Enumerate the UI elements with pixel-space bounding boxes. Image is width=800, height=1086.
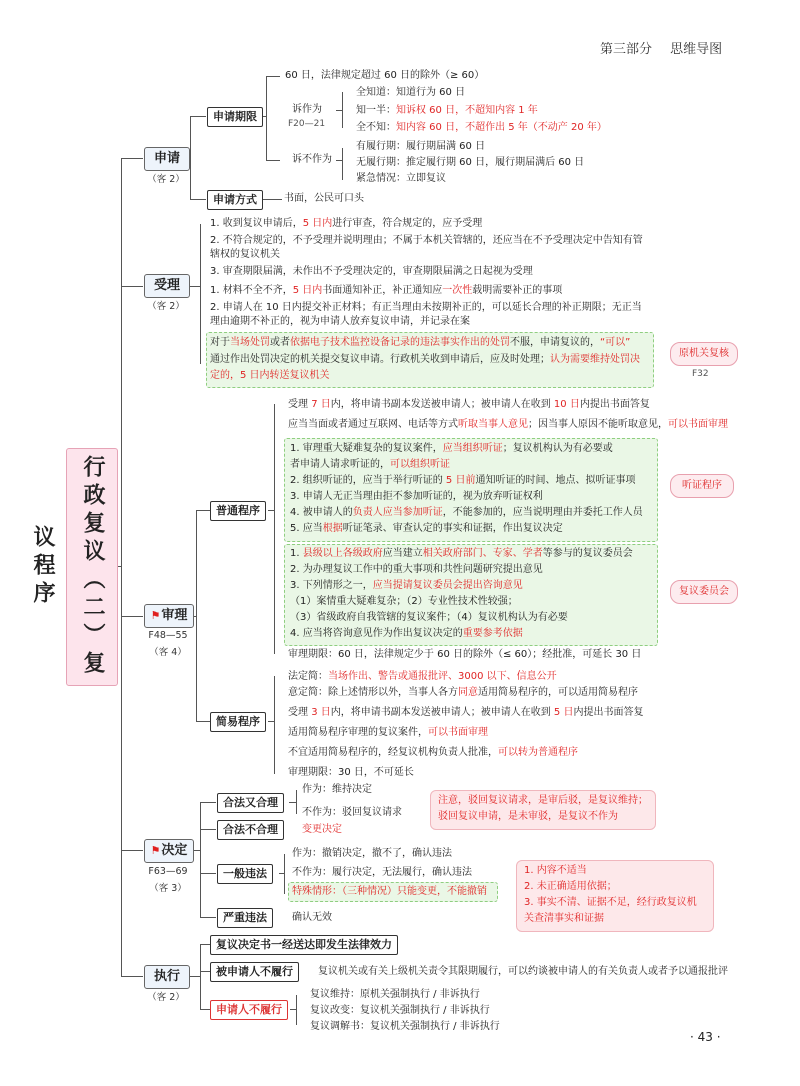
text-fragment: 10 日 (553, 399, 580, 410)
text-fragment: 内提出书面答复 (579, 399, 650, 410)
text-fragment: 3. 下列情形之一， (290, 580, 373, 591)
node-apply-method: 申请方式 (207, 190, 263, 210)
illegal-text: 变更决定 (302, 824, 342, 835)
text-fragment: 可以组织听证 (390, 459, 450, 470)
accept-q2b: 理由逾期不补正的，视为申请人放弃复议申请，并记录在案 (210, 316, 470, 327)
note2-d: 关查清事实和证据 (524, 913, 604, 924)
text-fragment: 内，将申请书副本发送被申请人；被申请人在收到 (330, 707, 554, 718)
accept-q1 (210, 284, 562, 298)
text-fragment: ；因当事人原因不能听取意见， (528, 419, 668, 430)
committee-6 (290, 627, 523, 641)
accept-g1 (210, 336, 630, 350)
text-fragment: 执行 (153, 969, 180, 984)
text-fragment: 对于 (210, 337, 230, 348)
simple-6: 审理期限：30 日，不可延长 (288, 767, 414, 778)
text-fragment: 相关政府部门、专家、学者 (422, 548, 543, 559)
accept-q2a: 2. 申请人在 10 日内提交补正材料；有正当理由未按期补正的，可以延长合理的补正期限；无正当 (210, 302, 642, 313)
text-fragment: 当场处罚 (230, 337, 270, 348)
period-due: 有履行期：履行期届满 60 日 (356, 141, 486, 152)
header-part: 第三部分 (600, 42, 653, 57)
decision-ref: F63—69 (148, 866, 188, 877)
node-apply-period: 申请期限 (207, 107, 263, 127)
hearing-1a (290, 442, 613, 456)
text-fragment: 听证笔录、审查认定的事实和证据，作出复议决定 (342, 523, 563, 534)
node-legal-reasonable: 合法又合理 (217, 793, 284, 813)
text-fragment: 受理 (153, 278, 180, 293)
text-fragment: “可以” (600, 337, 631, 348)
know-all: 全知道：知道行为 60 日 (356, 87, 466, 98)
accept-p2b: 辖权的复议机关 (210, 249, 280, 260)
text-fragment: 申请 (153, 151, 180, 166)
committee-4: （1）案情重大疑难复杂；（2）专业性技术性较强； (290, 596, 518, 607)
text-fragment: 1. 审理重大疑难复杂的复议案件， (290, 443, 443, 454)
apply-act: 诉作为 (292, 104, 322, 115)
text-fragment: ，不能参加的，应当说明理由并委托工作人员 (442, 507, 643, 518)
text-fragment: 根据 (322, 523, 343, 534)
header (600, 38, 722, 57)
committee-1 (290, 547, 633, 561)
text-fragment: 进行审查，符合规定的，应予受理 (332, 218, 483, 229)
text-fragment: 依据电子技术监控设备记录的违法事实作出的处罚 (290, 337, 510, 348)
text-fragment: 5 日内 (292, 285, 323, 296)
node-legal-unreasonable: 合法不合理 (217, 820, 284, 840)
apply-sub: （客 2） (147, 174, 185, 185)
review-ref: F48—55 (148, 630, 188, 641)
period-none: 无履行期：推定履行期 60 日，履行期届满后 60 日 (356, 157, 585, 168)
side-original-review: 原机关复核 (670, 342, 738, 366)
text-fragment: 受理 (288, 707, 312, 718)
simple-1 (288, 670, 557, 684)
page-number: · 43 · (690, 1030, 721, 1044)
respondent-text: 复议机关或有关上级机关责令其限期履行，可以约谈被申请人的有关负责人或者予以通报批评 (318, 966, 728, 977)
root-node (30, 448, 118, 686)
committee-2: 2. 为办理复议工作中的重大事项和共性问题研究提出意见 (290, 564, 543, 575)
general-nonact: 不作为：履行决定，无法履行，确认违法 (292, 867, 472, 878)
flag-icon: ⚑ (150, 609, 161, 622)
node-respondent-noncompliance: 被申请人不履行 (210, 962, 299, 982)
node-review (144, 604, 194, 628)
text-fragment: 法定简： (288, 671, 328, 682)
text-fragment: 负责人应当参加听证 (352, 507, 443, 518)
review-sub: （客 4） (149, 647, 187, 658)
text-fragment: 载明需要补正的事项 (472, 285, 563, 296)
text-fragment: 内提出书面答复 (573, 707, 644, 718)
hearing-2 (290, 474, 635, 488)
text-fragment: 通过作出处罚决定的机关提交复议申请。行政机关收到申请后，应及时处理； (210, 354, 550, 365)
text-fragment: 应当建立 (382, 548, 423, 559)
normal-l1 (288, 398, 650, 412)
text-fragment: 1. (290, 548, 303, 559)
hearing-3: 3. 申请人无正当理由拒不参加听证的，视为放弃听证权利 (290, 491, 543, 502)
accept-p2a: 2. 不符合规定的，不予受理并说明理由；不属于本机关管辖的，还应当在不予受理决定中告知有管 (210, 235, 643, 246)
text-fragment: 全不知： (356, 122, 396, 133)
applicant-l2: 复议改变：复议机关强制执行 / 非诉执行 (310, 1005, 490, 1016)
accept-g3: 定的，5 日内转送复议机关 (210, 370, 330, 381)
simple-2 (288, 686, 638, 700)
period-urgent: 紧急情况：立即复议 (356, 173, 446, 184)
simple-3 (288, 706, 643, 720)
applicant-l1: 复议维持：原机关强制执行 / 非诉执行 (310, 989, 480, 1000)
flag-icon: ⚑ (150, 844, 161, 857)
text-fragment: 等参与的复议委员会 (542, 548, 633, 559)
decision-sub: （客 3） (149, 883, 187, 894)
apply-act-ref: F20—21 (288, 119, 326, 129)
text-fragment: 或者 (270, 337, 290, 348)
apply-nonact: 诉不作为 (292, 154, 332, 165)
hearing-5 (290, 522, 563, 536)
text-fragment: 应当提请复议委员会提出咨询意见 (372, 580, 523, 591)
text-fragment: 可以转为普通程序 (498, 747, 578, 758)
text-fragment: 者申请人请求听证的， (290, 459, 390, 470)
text-fragment: 应当当面或者通过互联网、电话等方式 (288, 419, 458, 430)
text-fragment: 5. 应当 (290, 523, 323, 534)
text-fragment: 可以书面审理 (428, 727, 488, 738)
node-effective: 复议决定书一经送达即发生法律效力 (210, 935, 398, 955)
node-decision (144, 839, 194, 863)
node-general-illegal: 一般违法 (217, 864, 273, 884)
node-normal-procedure: 普通程序 (210, 501, 266, 521)
text-fragment: 通知听证的时间、地点、拟听证事项 (475, 475, 636, 486)
text-fragment: 同意 (458, 687, 478, 698)
node-simple-procedure: 简易程序 (210, 712, 266, 732)
note1-b: 驳回复议申请，是未审驳，是复议不作为 (438, 811, 618, 822)
node-execute (144, 965, 190, 989)
text-fragment: 1. 收到复议申请后， (210, 218, 303, 229)
note1-a: 注意，驳回复议请求，是审后驳，是复议维持； (438, 795, 648, 806)
text-fragment: 适用简易程序的，可以适用简易程序 (478, 687, 638, 698)
text-fragment: 知一半： (356, 105, 396, 116)
execute-sub: （客 2） (147, 992, 185, 1003)
text-fragment: 受理 (288, 399, 312, 410)
side-committee: 复议委员会 (670, 580, 738, 604)
accept-p1 (210, 217, 482, 231)
text-fragment: 当场作出、警告或通报批评、3000 以下、信息公开 (328, 671, 557, 682)
legal-nonact: 不作为：驳回复议请求 (302, 807, 402, 818)
committee-3 (290, 579, 523, 593)
text-fragment: 可以书面审理 (668, 419, 728, 430)
normal-deadline: 审理期限：60 日，法律规定少于 60 日的除外（≤ 60）；经批准，可延长 30 日 (288, 649, 642, 660)
text-fragment: 2. 组织听证的，应当于举行听证的 (290, 475, 446, 486)
accept-sub: （客 2） (147, 301, 185, 312)
general-special: 特殊情形：（三种情况）只能变更，不能撤销 (292, 886, 487, 897)
apply-period-line1: 60 日，法律规定超过 60 日的除外（≥ 60） (285, 70, 485, 81)
node-serious-illegal: 严重违法 (217, 908, 273, 928)
legal-act: 作为：维持决定 (302, 784, 372, 795)
side-hearing: 听证程序 (670, 474, 734, 498)
text-fragment: 7 日 (311, 399, 331, 410)
header-title: 思维导图 (670, 42, 723, 57)
text-fragment: 重要参考依据 (462, 628, 523, 639)
text-fragment: 县级以上各级政府 (302, 548, 383, 559)
node-apply (144, 147, 190, 171)
text-fragment: 知诉权 60 日，不超知内容 1 年 (396, 105, 538, 116)
text-fragment: 一次性 (442, 285, 473, 296)
accept-g2 (210, 353, 640, 367)
text-fragment: 1. 材料不全不齐， (210, 285, 293, 296)
know-half (356, 104, 538, 118)
text-fragment: 应当组织听证 (442, 443, 503, 454)
serious-text: 确认无效 (292, 912, 332, 923)
text-fragment: 书面通知补正，补正通知应 (322, 285, 443, 296)
root-title: 行政复议（二）复议程序 (30, 455, 105, 679)
accept-p3: 3. 审查期限届满，未作出不予受理决定的，审查期限届满之日起视为受理 (210, 266, 533, 277)
general-act: 作为：撤销决定，撤不了，确认违法 (292, 848, 452, 859)
text-fragment: 3 日 (311, 707, 331, 718)
text-fragment: 不宜适用简易程序的，经复议机构负责人批准， (288, 747, 498, 758)
note2-c: 3. 事实不清、证据不足，经行政复议机 (524, 897, 697, 908)
node-accept (144, 274, 190, 298)
apply-method-text: 书面，公民可口头 (284, 193, 364, 204)
know-none (356, 121, 607, 135)
text-fragment: 不服，申请复议的， (510, 337, 600, 348)
text-fragment: 5 日前 (445, 475, 476, 486)
text-fragment: 内，将申请书副本发送被申请人；被申请人在收到 (330, 399, 554, 410)
text-fragment: 5 日 (553, 707, 574, 718)
text-fragment: 决定 (161, 843, 188, 858)
note2-b: 2. 未正确适用依据； (524, 881, 617, 892)
applicant-l3: 复议调解书：复议机关强制执行 / 非诉执行 (310, 1021, 500, 1032)
hearing-4 (290, 506, 643, 520)
text-fragment: 适用简易程序审理的复议案件， (288, 727, 428, 738)
text-fragment: 5 日内 (302, 218, 333, 229)
text-fragment: 4. 应当将咨询意见作为作出复议决定的 (290, 628, 463, 639)
normal-l2 (288, 418, 728, 432)
text-fragment: 听取当事人意见 (458, 419, 528, 430)
note2-a: 1. 内容不适当 (524, 865, 587, 876)
text-fragment: 认为需要维持处罚决 (550, 354, 640, 365)
simple-4 (288, 726, 488, 740)
text-fragment: 知内容 60 日，不超作出 5 年（不动产 20 年） (396, 122, 607, 133)
simple-5 (288, 746, 578, 760)
text-fragment: 4. 被申请人的 (290, 507, 353, 518)
committee-5: （3）省级政府自我管辖的复议案件；（4）复议机构认为有必要 (290, 612, 568, 623)
text-fragment: 审理 (161, 608, 188, 623)
text-fragment: 意定简：除上述情形以外，当事人各方 (288, 687, 458, 698)
hearing-1b (290, 458, 450, 472)
side-original-review-ref: F32 (692, 369, 709, 379)
text-fragment: ；复议机构认为有必要或 (502, 443, 613, 454)
node-applicant-noncompliance: 申请人不履行 (210, 1000, 288, 1020)
